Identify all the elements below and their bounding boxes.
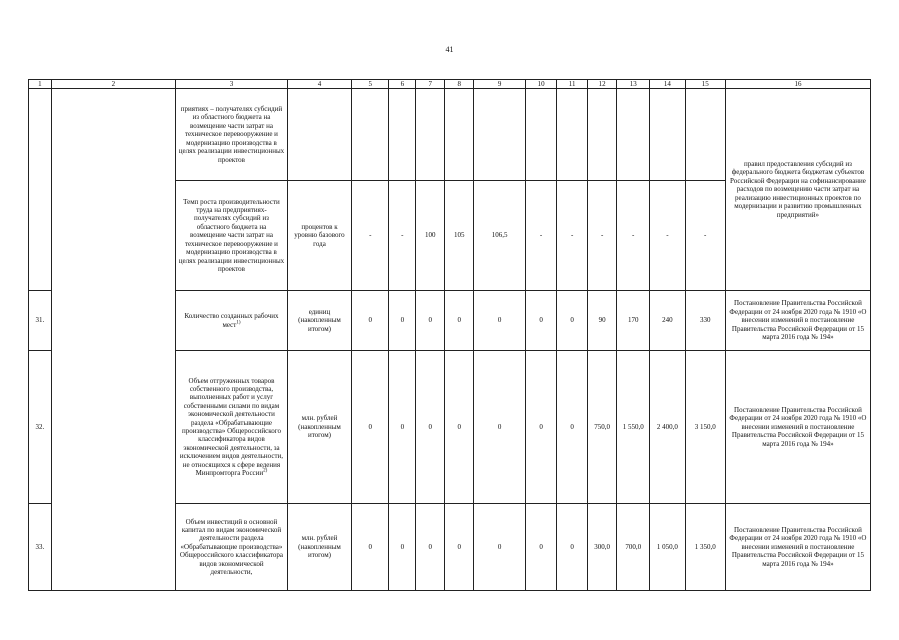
value-cell: 0	[557, 351, 588, 504]
header-cell: 7	[416, 80, 445, 89]
indicators-table	[28, 79, 871, 591]
value-cell: 0	[445, 291, 474, 351]
indicator-name-cell	[176, 351, 288, 504]
value-cell: 0	[352, 504, 389, 591]
value-cell	[526, 89, 557, 181]
header-cell: 5	[352, 80, 389, 89]
empty-column-cell	[51, 89, 175, 591]
indicator-name-cell: Темп роста производительности труда на предприятиях-получателях субсидий из областного бюджета на возмещение части затрат на техническое перевооружение и модернизацию производства в целях реализации инвестиционных проектов	[176, 181, 288, 291]
value-cell	[389, 89, 416, 181]
unit-cell: процентов к уровню базового года	[287, 181, 351, 291]
indicator-name-cell: Объем инвестиций в основной капитал по видам экономической деятельности раздела «Обрабатывающие производства» Общероссийского классификатора видов экономической деятельности,	[176, 504, 288, 591]
value-cell	[617, 89, 650, 181]
value-cell: -	[526, 181, 557, 291]
row-number-cell: 31.	[29, 291, 52, 351]
value-cell: 0	[445, 504, 474, 591]
unit-cell: млн. рублей (накопленным итогом)	[287, 351, 351, 504]
value-cell: 105	[445, 181, 474, 291]
value-cell: 0	[416, 504, 445, 591]
header-cell: 1	[29, 80, 52, 89]
legal-basis-cell: Постановление Правительства Российской Федерации от 24 ноября 2020 года № 1910 «О внесении изменений в постановление Правительства Российской Федерации от 15 марта 2016 года № 194»	[725, 291, 870, 351]
value-cell: -	[650, 181, 685, 291]
indicator-name-text: Количество созданных рабочих мест	[184, 312, 279, 329]
footnote-mark: 2)	[263, 468, 268, 474]
footnote-mark: 1)	[236, 320, 241, 326]
value-cell: -	[389, 181, 416, 291]
header-cell: 9	[474, 80, 526, 89]
value-cell: 1 350,0	[685, 504, 725, 591]
value-cell: 3 150,0	[685, 351, 725, 504]
value-cell: 330	[685, 291, 725, 351]
unit-cell: млн. рублей (накопленным итогом)	[287, 504, 351, 591]
value-cell: -	[588, 181, 617, 291]
value-cell: 0	[526, 291, 557, 351]
value-cell: 0	[526, 351, 557, 504]
table-row	[29, 89, 871, 181]
header-cell: 15	[685, 80, 725, 89]
value-cell	[588, 89, 617, 181]
value-cell: 1 050,0	[650, 504, 685, 591]
value-cell: 170	[617, 291, 650, 351]
value-cell: -	[557, 181, 588, 291]
legal-basis-cell: правил предоставления субсидий из федерального бюджета бюджетам субъектов Российской Федерации на софинансирование расходов по возмещению части затрат на реализацию инвестиционных проектов по модернизации и развитию промышленных предприятий»	[725, 89, 870, 291]
value-cell: 750,0	[588, 351, 617, 504]
legal-basis-cell: Постановление Правительства Российской Федерации от 24 ноября 2020 года № 1910 «О внесении изменений в постановление Правительства Российской Федерации от 15 марта 2016 года № 194»	[725, 504, 870, 591]
value-cell: 0	[474, 351, 526, 504]
value-cell: 0	[389, 351, 416, 504]
header-cell: 10	[526, 80, 557, 89]
value-cell: 700,0	[617, 504, 650, 591]
header-cell: 2	[51, 80, 175, 89]
value-cell: 0	[389, 504, 416, 591]
value-cell: 0	[352, 291, 389, 351]
value-cell: 90	[588, 291, 617, 351]
value-cell: 0	[445, 351, 474, 504]
value-cell: 0	[474, 291, 526, 351]
value-cell: 0	[557, 504, 588, 591]
value-cell: 1 550,0	[617, 351, 650, 504]
page-number: 41	[445, 45, 454, 54]
header-cell: 13	[617, 80, 650, 89]
unit-cell: единиц (накопленным итогом)	[287, 291, 351, 351]
value-cell: 0	[416, 351, 445, 504]
value-cell	[352, 89, 389, 181]
value-cell	[445, 89, 474, 181]
value-cell: 0	[352, 351, 389, 504]
value-cell: 2 400,0	[650, 351, 685, 504]
value-cell: 0	[416, 291, 445, 351]
header-cell: 8	[445, 80, 474, 89]
value-cell: 100	[416, 181, 445, 291]
header-cell: 3	[176, 80, 288, 89]
value-cell: -	[352, 181, 389, 291]
row-number-cell: 33.	[29, 504, 52, 591]
value-cell	[685, 89, 725, 181]
header-cell: 16	[725, 80, 870, 89]
header-cell: 6	[389, 80, 416, 89]
indicator-name-cell: приятиях – получателях субсидий из областного бюджета на возмещение части затрат на техническое перевооружение и модернизацию производства в целях реализации инвестиционных проектов	[176, 89, 288, 181]
value-cell: -	[685, 181, 725, 291]
value-cell: 0	[557, 291, 588, 351]
value-cell	[557, 89, 588, 181]
value-cell: 0	[389, 291, 416, 351]
value-cell	[474, 89, 526, 181]
value-cell: 0	[526, 504, 557, 591]
header-row	[29, 80, 871, 89]
value-cell: -	[617, 181, 650, 291]
header-cell: 12	[588, 80, 617, 89]
unit-cell	[287, 89, 351, 181]
value-cell: 240	[650, 291, 685, 351]
value-cell: 0	[474, 504, 526, 591]
legal-basis-cell: Постановление Правительства Российской Федерации от 24 ноября 2020 года № 1910 «О внесении изменений в постановление Правительства Российской Федерации от 15 марта 2016 года № 194»	[725, 351, 870, 504]
indicator-name-cell	[176, 291, 288, 351]
row-number-cell	[29, 89, 52, 291]
value-cell: 300,0	[588, 504, 617, 591]
value-cell	[650, 89, 685, 181]
value-cell: 106,5	[474, 181, 526, 291]
value-cell	[416, 89, 445, 181]
row-number-cell: 32.	[29, 351, 52, 504]
header-cell: 11	[557, 80, 588, 89]
indicator-name-text: Объем отгруженных товаров собственного производства, выполненных работ и услуг собственными силами по видам экономической деятельности раздела «Обрабатывающие производства» Общероссийского классификатора видов экономической деятельности, за исключением видов деятельности, не относящихся к сфере ведения Минпромторга России	[179, 376, 284, 478]
header-cell: 4	[287, 80, 351, 89]
header-cell: 14	[650, 80, 685, 89]
